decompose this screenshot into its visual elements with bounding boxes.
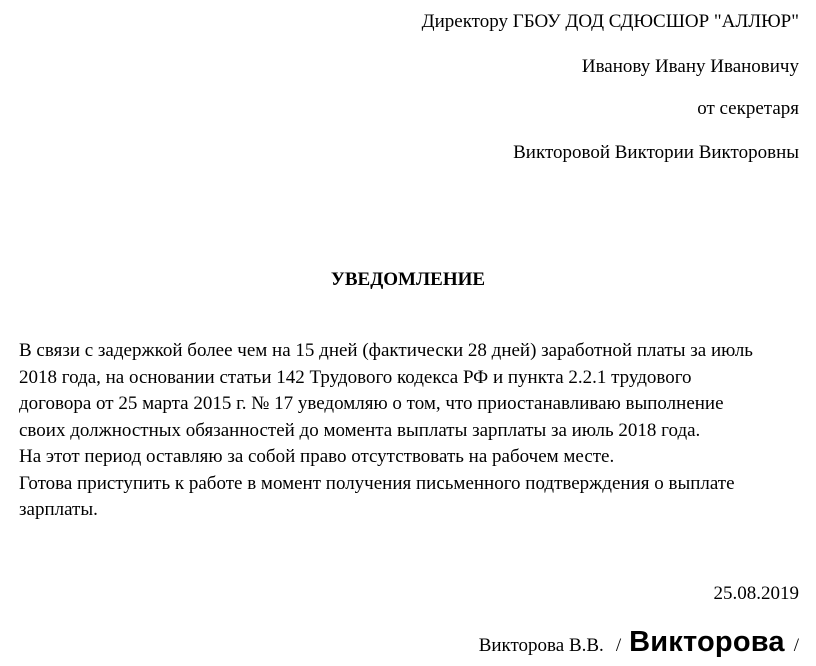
handwritten-signature: Викторова bbox=[629, 626, 785, 658]
signature-block bbox=[479, 626, 799, 659]
sender-name: Викторовой Виктории Викторовны bbox=[513, 142, 799, 163]
body-line: В связи с задержкой более чем на 15 дней (фактически 28 дней) заработной платы за июль bbox=[19, 340, 753, 361]
addressee-line: Директору ГБОУ ДОД СДЮСШОР "АЛЛЮР" bbox=[421, 11, 799, 32]
signature-slash-open: / bbox=[615, 635, 622, 656]
body-line: своих должностных обязанностей до момента выплаты зарплаты за июль 2018 года. bbox=[19, 419, 701, 441]
body-line: 2018 года, на основании статьи 142 Трудового кодекса РФ и пункта 2.2.1 трудового bbox=[19, 366, 692, 388]
signatory-name: Викторова В.В. bbox=[478, 635, 604, 656]
document-date: 25.08.2019 bbox=[713, 583, 799, 604]
body-line: На этот период оставляю за собой право отсутствовать на рабочем месте. bbox=[19, 446, 615, 467]
document-body bbox=[19, 338, 809, 524]
addressee-name: Иванову Ивану Ивановичу bbox=[581, 56, 799, 77]
body-line: зарплаты. bbox=[19, 499, 98, 520]
document-title: УВЕДОМЛЕНИЕ bbox=[330, 269, 486, 290]
sender-position: от секретаря bbox=[697, 98, 799, 119]
body-line: Готова приступить к работе в момент получения письменного подтверждения о выплате bbox=[19, 472, 735, 494]
body-line: договора от 25 марта 2015 г. № 17 уведомляю о том, что приостанавливаю выполнение bbox=[19, 393, 724, 414]
signature-slash-close: / bbox=[793, 635, 799, 656]
